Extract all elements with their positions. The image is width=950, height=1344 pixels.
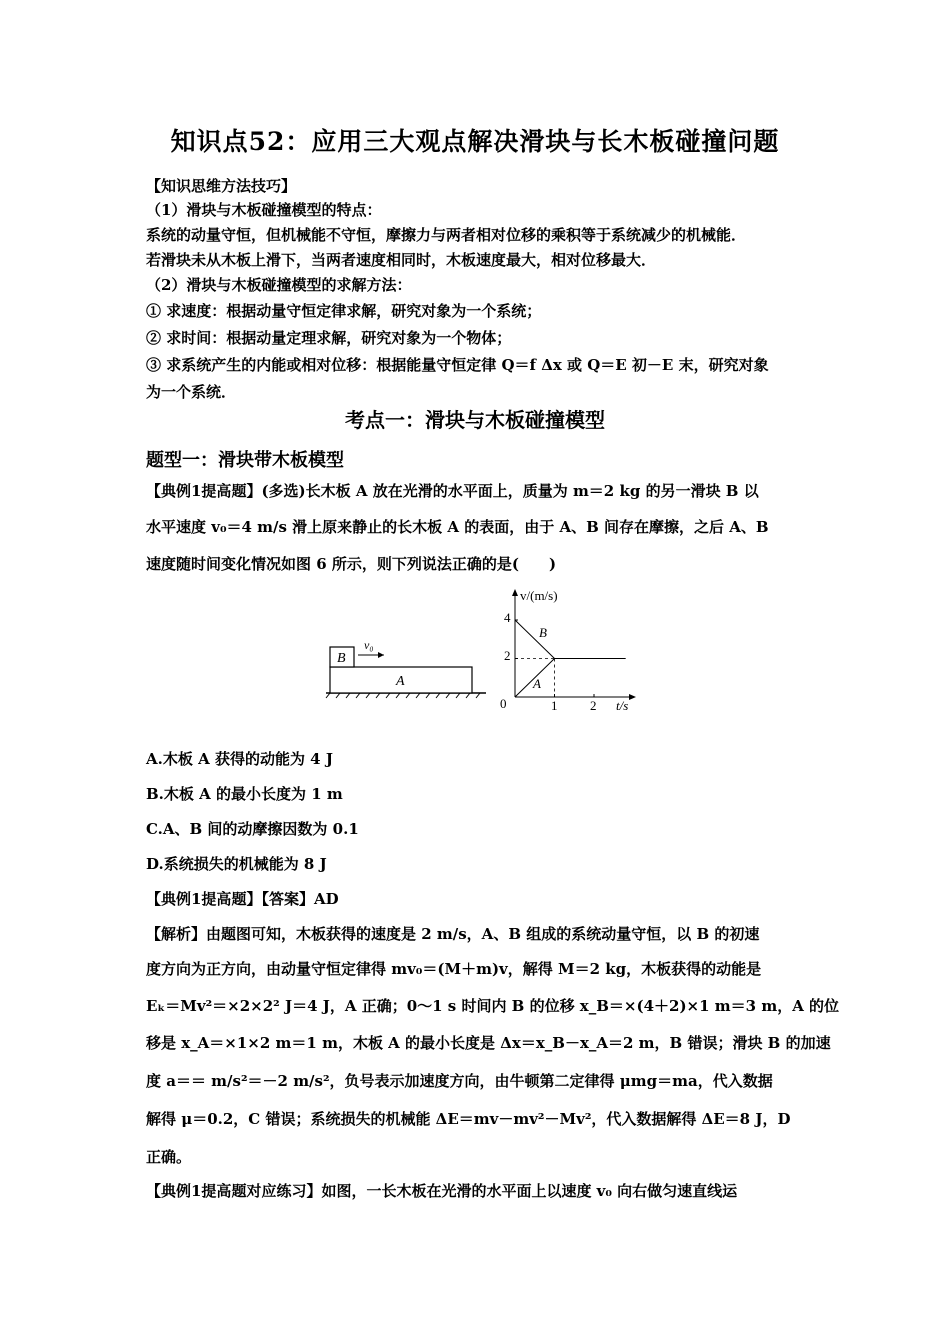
method-p2-title: （2）滑块与木板碰撞模型的求解方法： bbox=[146, 276, 412, 294]
series-line-a bbox=[515, 659, 626, 698]
analysis-line: 【解析】由题图可知，木板获得的速度是 2 m/s，A、B 组成的系统动量守恒，以 B 的初速 bbox=[146, 925, 760, 943]
y-axis-label: v/(m/s) bbox=[520, 588, 558, 603]
option-b: B.木板 A 的最小长度为 1 m bbox=[146, 785, 343, 803]
example-line-3: 速度随时间变化情况如图 6 所示，则下列说法正确的是( ) bbox=[146, 555, 557, 573]
block-board-diagram bbox=[326, 638, 486, 698]
method-header: 【知识思维方法技巧】 bbox=[146, 177, 297, 195]
analysis-line: 度 a＝＝ m/s²＝－2 m/s²，负号表示加速度方向，由牛顿第二定律得 μmg＝ma，代入数据 bbox=[146, 1072, 773, 1090]
method-step-1: ① 求速度：根据动量守恒定律求解，研究对象为一个系统； bbox=[146, 302, 542, 320]
x-tick-label: 1 bbox=[551, 698, 558, 713]
type-title: 题型一：滑块带木板模型 bbox=[146, 450, 344, 471]
y-tick-label: 4 bbox=[504, 610, 511, 625]
method-step-2: ② 求时间：根据动量定理求解，研究对象为一个物体； bbox=[146, 329, 512, 347]
method-p1-line1: 系统的动量守恒，但机械能不守恒，摩擦力与两者相对位移的乘积等于系统减少的机械能． bbox=[146, 226, 747, 244]
option-c: C.A、B 间的动摩擦因数为 0.1 bbox=[146, 820, 359, 838]
origin-label: 0 bbox=[500, 696, 507, 711]
x-axis-arrowhead bbox=[629, 694, 636, 700]
velocity-arrowhead bbox=[378, 652, 384, 658]
velocity-label: v₀ bbox=[364, 638, 374, 652]
section-title: 考点一：滑块与木板碰撞模型 bbox=[345, 408, 605, 432]
page-title: 知识点52：应用三大观点解决滑块与长木板碰撞问题 bbox=[170, 127, 780, 156]
method-step-3-line1: ③ 求系统产生的内能或相对位移：根据能量守恒定律 Q＝f Δx 或 Q＝E 初－E 末，研究对象 bbox=[146, 356, 769, 374]
y-tick-label: 2 bbox=[504, 648, 511, 663]
analysis-line: 移是 x_A＝×1×2 m＝1 m，木板 A 的最小长度是 Δx＝x_B－x_A＝2 m，B 错误；滑块 B 的加速 bbox=[146, 1034, 831, 1052]
y-axis-arrowhead bbox=[512, 589, 518, 596]
example-line-1: 【典例1提高题】(多选)长木板 A 放在光滑的水平面上，质量为 m＝2 kg 的另一滑块 B 以 bbox=[146, 482, 759, 500]
method-p1-title: （1）滑块与木板碰撞模型的特点： bbox=[146, 201, 382, 219]
block-label: B bbox=[337, 651, 346, 666]
x-axis-label: t/s bbox=[616, 698, 629, 713]
curve-label-b: B bbox=[539, 625, 547, 640]
vt-graph bbox=[500, 588, 636, 713]
method-p1-line2: 若滑块未从木板上滑下，当两者速度相同时，木板速度最大，相对位移最大． bbox=[146, 251, 657, 269]
analysis-line: 度方向为正方向，由动量守恒定律得 mv₀＝(M＋m)v，解得 M＝2 kg，木板获得的动能是 bbox=[146, 960, 762, 978]
x-tick-label: 2 bbox=[590, 698, 597, 713]
curve-label-a: A bbox=[533, 676, 541, 691]
problem-figure bbox=[320, 585, 650, 720]
practice-line: 【典例1提高题对应练习】如图，一长木板在光滑的水平面上以速度 v₀ 向右做匀速直线运 bbox=[146, 1182, 738, 1200]
answer-line: 【典例1提高题】【答案】AD bbox=[146, 890, 339, 908]
option-a: A.木板 A 获得的动能为 4 J bbox=[146, 750, 333, 768]
board-label: A bbox=[396, 674, 405, 689]
method-step-3-line2: 为一个系统． bbox=[146, 383, 237, 401]
option-d: D.系统损失的机械能为 8 J bbox=[146, 855, 327, 873]
analysis-line: 正确。 bbox=[146, 1148, 192, 1166]
analysis-line: 解得 μ＝0.2，C 错误；系统损失的机械能 ΔE＝mv－mv²－Mv²，代入数据解得 ΔE＝8 J，D bbox=[146, 1110, 791, 1128]
series-line-b bbox=[515, 620, 626, 659]
analysis-line: Eₖ＝Mv²＝×2×2² J＝4 J，A 正确；0～1 s 时间内 B 的位移 x_B＝×(4＋2)×1 m＝3 m，A 的位 bbox=[146, 997, 840, 1015]
example-line-2: 水平速度 v₀＝4 m/s 滑上原来静止的长木板 A 的表面，由于 A、B 间存在摩擦，之后 A、B bbox=[146, 518, 769, 536]
